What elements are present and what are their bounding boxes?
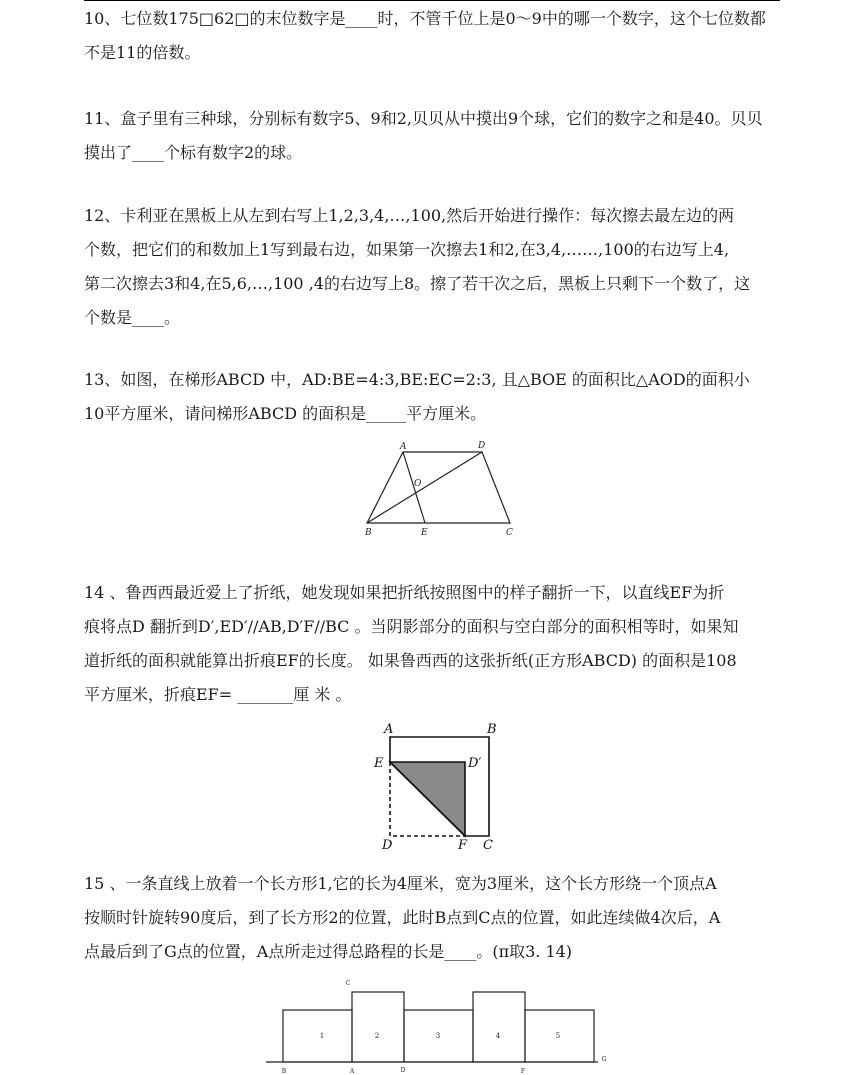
label-e: E [421,528,428,538]
rectangle-number: 4 [495,1032,501,1040]
rectangle-1 [283,1010,352,1062]
question-line: 道折纸的面积就能算出折痕EF的长度。 如果鲁西西的这张折纸(正方形ABCD) 的面积是108 [84,651,737,670]
label-d: D [478,441,486,451]
label-d: D [400,1067,406,1074]
question-line: 痕将点D 翻折到D′,ED′//AB,D′F//BC 。当阴影部分的面积与空白部分的面积相等时，如果知 [84,617,739,636]
label-f: F [520,1068,526,1075]
question-line: 个数是____。 [84,308,181,327]
label-e: E [374,756,384,771]
rectangle-2 [352,992,404,1062]
label-c: C [483,838,493,853]
rectangle-number: 3 [435,1032,441,1040]
label-o: O [414,479,422,489]
question-line: 15 、一条直线上放着一个长方形1,它的长为4厘米，宽为3厘米，这个长方形绕一个顶点A [84,874,717,893]
question-line: 点最后到了G点的位置，A点所走过得总路程的长是____。(π取3. 14) [84,942,573,961]
question-line: 摸出了____个标有数字2的球。 [84,143,303,162]
label-a: A [384,722,394,737]
question-line: 个数，把它们的和数加上1写到最右边，如果第一次擦去1和2,在3,4,……,100的右边写上4, [84,240,730,259]
label-f: F [458,838,468,853]
label-c: C [506,528,513,538]
rectangle-number: 1 [319,1032,325,1040]
label-c: C [345,980,351,987]
rectangle-number: 2 [374,1032,380,1040]
question-line: 不是11的倍数。 [84,43,201,62]
label-a: A [400,442,407,452]
question-line: 12、卡利亚在黑板上从左到右写上1,2,3,4,…,100,然后开始进行操作：每次擦去最左边的两 [84,206,735,225]
question-line: 平方厘米，折痕EF= _______厘 米 。 [84,685,352,704]
label-b: B [365,528,372,538]
question-line: 第二次擦去3和4,在5,6,…,100 ,4的右边写上8。擦了若干次之后，黑板上只剩下一个数了，这 [84,274,751,293]
rectangle-4 [473,992,525,1062]
rectangle-number: 5 [555,1032,561,1040]
question-line: 10平方厘米，请问梯形ABCD 的面积是_____平方厘米。 [84,404,487,423]
label-d: D [382,838,393,853]
label-a: A [349,1068,355,1075]
label-d-prime: D′ [468,756,482,771]
label-b: B [487,722,497,737]
question-line: 10、七位数175□62□的末位数字是____时，不管千位上是0～9中的哪一个数字，这个七位数都 [84,9,766,28]
label-g: G [601,1056,607,1063]
label-b: B [281,1068,287,1075]
question-line: 11、盒子里有三种球，分别标有数字5、9和2,贝贝从中摸出9个球，它们的数字之和是40。贝贝 [84,109,763,128]
question-line: 14 、鲁西西最近爱上了折纸，她发现如果把折纸按照图中的样子翻折一下，以直线EF为折 [84,583,725,602]
question-line: 按顺时针旋转90度后，到了长方形2的位置，此时B点到C点的位置，如此连续做4次后，A [84,908,721,927]
question-line: 13、如图，在梯形ABCD 中，AD:BE=4:3,BE:EC=2:3, 且△BOE 的面积比△AOD的面积小 [84,370,750,389]
